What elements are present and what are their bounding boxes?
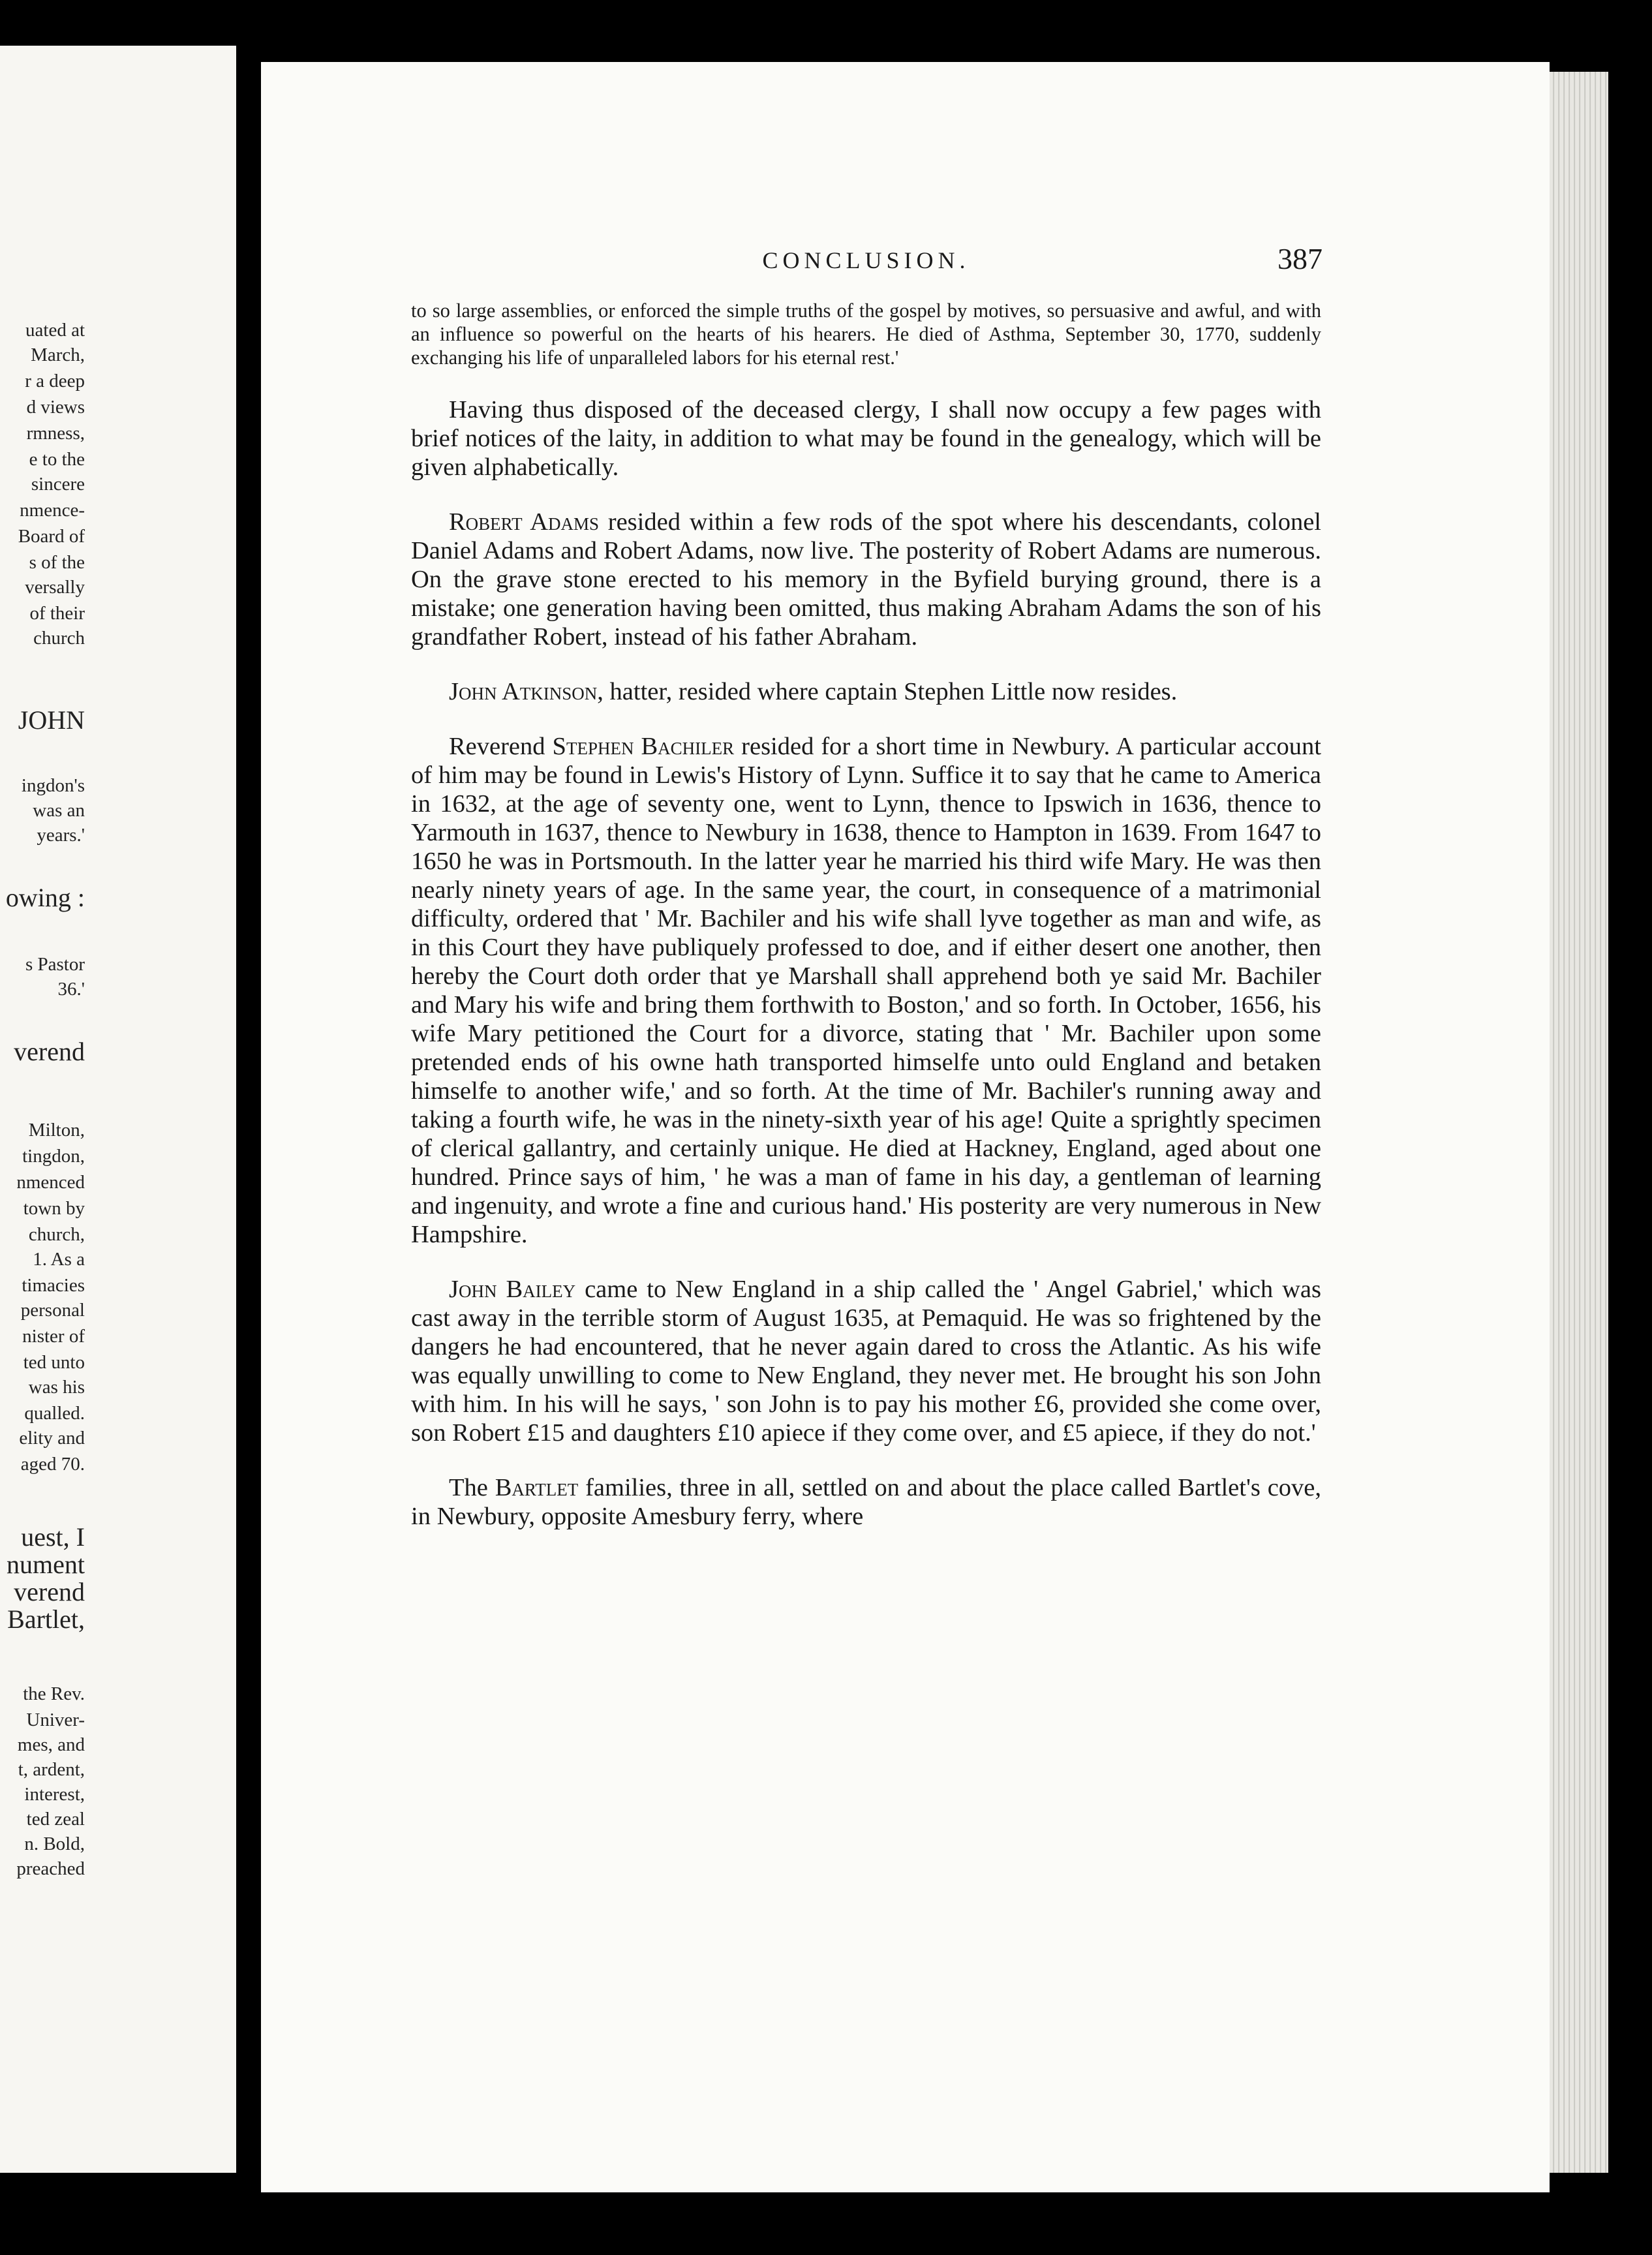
entry-name: John Bailey [449, 1276, 576, 1303]
facing-page-line: town by [23, 1198, 85, 1219]
running-head [411, 241, 1321, 287]
facing-page-line: tingdon, [22, 1146, 85, 1167]
facing-page-line: Milton, [28, 1120, 85, 1141]
facing-page-line: ted zeal [26, 1809, 85, 1830]
facing-page-line: the Rev. [23, 1683, 85, 1704]
facing-page-line: March, [31, 345, 85, 365]
facing-page-line: church [33, 628, 85, 649]
entry-name: Stephen Bachiler [552, 733, 735, 760]
facing-page-line: mes, and [17, 1734, 85, 1755]
facing-page-line: verend [14, 1577, 85, 1606]
entry-name: Robert Adams [449, 508, 600, 536]
page-edges [1550, 72, 1608, 2173]
running-title: CONCLUSION. [762, 247, 970, 273]
facing-page-line: 1. As a [33, 1249, 85, 1270]
entry-name: Bartlet [495, 1474, 579, 1501]
facing-page-line: verend [14, 1037, 85, 1066]
facing-page-line: ted unto [23, 1352, 85, 1373]
facing-page-line: owing : [5, 883, 85, 912]
entry-name: John Atkinson [449, 678, 598, 705]
facing-page-line: church, [28, 1224, 85, 1245]
facing-page-line: JOHN [18, 705, 85, 735]
facing-page-line: was an [33, 800, 85, 821]
facing-page-line: personal [20, 1300, 85, 1321]
facing-page-line: s Pastor [25, 954, 85, 975]
facing-page-line: uated at [25, 320, 85, 341]
facing-page-line: Bartlet, [7, 1604, 85, 1634]
facing-page-line: versally [25, 577, 85, 598]
facing-page-line: d views [26, 397, 85, 418]
facing-page-line: t, ardent, [18, 1759, 85, 1780]
facing-page-line: years.' [37, 825, 85, 846]
facing-page [0, 46, 236, 2173]
paragraph-laity-intro: Having thus disposed of the deceased clergy, I shall now occupy a few pages with brief notices of the laity, in addition to what may be found in the genealogy, which will be given alphabetically. [411, 396, 1321, 481]
page-number: 387 [1277, 242, 1323, 275]
facing-page-line: Board of [18, 526, 85, 547]
quotation-end: to so large assemblies, or enforced the simple truths of the gospel by motives, so persuasive and awful, and with an influence so powerful on the hearts of his hearers. He died of Asthma, September 30, 1770, suddenly exchanging his life of unparalleled labors for his eternal rest.' [411, 299, 1321, 369]
facing-page-line: nister of [22, 1326, 85, 1347]
facing-page-line: n. Bold, [24, 1833, 85, 1854]
facing-page-line: rmness, [26, 423, 85, 444]
facing-page-line: elity and [19, 1428, 85, 1449]
paragraph-john-bailey: John Bailey came to New England in a ship called the ' Angel Gabriel,' which was cast away in the terrible storm of August 1635, at Pemaquid. He was so frightened by the dangers he had encountered, that he never again dared to cross the Atlantic. As his wife was equally unwilling to come to New England, they never met. He brought his son John with him. In his will he says, ' son John is to pay his mother £6, provided she come over, son Robert £15 and daughters £10 apiece if they come over, and £5 apiece, if they do not.' [411, 1276, 1321, 1447]
facing-page-line: ingdon's [21, 775, 85, 796]
facing-page-line: e to the [29, 449, 85, 470]
paragraph-bartlet: The Bartlet families, three in all, settled on and about the place called Bartlet's cove, in Newbury, opposite Amesbury ferry, where [411, 1474, 1322, 1530]
facing-page-line: preached [16, 1858, 85, 1879]
facing-page-line: timacies [22, 1275, 85, 1296]
page-text [411, 241, 1321, 1557]
facing-page-line: 36.' [57, 979, 85, 1000]
facing-page-line: r a deep [25, 371, 85, 391]
paragraph-robert-adams: Robert Adams resided within a few rods of the spot where his descendants, colonel Daniel Adams and Robert Adams, now live. The posterity of Robert Adams are numerous. On the grave stone erected to his memory in the Byfield burying ground, there is a mistake; one generation having been omitted, thus making Abraham Adams the son of his grandfather Robert, instead of his father Abraham. [411, 508, 1321, 651]
facing-page-line: s of the [29, 552, 85, 573]
facing-page-line: nument [7, 1550, 85, 1579]
facing-page-line: aged 70. [20, 1454, 85, 1475]
facing-page-line: qualled. [24, 1403, 85, 1424]
facing-page-line: was his [28, 1377, 85, 1398]
paragraph-stephen-bachiler: Reverend Stephen Bachiler resided for a short time in Newbury. A particular account of him may be found in Lewis's History of Lynn. Suffice it to say that he came to America in 1632, at the age of seventy one, went to Lynn, thence to Ipswich in 1636, thence to Yarmouth in 1637, thence to Newbury in 1638, thence to Hampton in 1639. From 1647 to 1650 he was in Portsmouth. In the latter year he married his third wife Mary. He was then nearly ninety years of age. In the same year, the court, in consequence of a matrimonial difficulty, ordered that ' Mr. Bachiler and his wife shall lyve together as man and wife, as in this Court they have publiquely professed to doe, and if either desert one another, then hereby the Court doth order that ye Marshall shall apprehend both ye said Mr. Bachiler and Mary his wife and bring them forthwith to Boston,' and so forth. In October, 1656, his wife Mary petitioned the Court for a divorce, stating that ' Mr. Bachiler upon some pretended ends of his owne hath transported himselfe unto ould England and betaken himselfe to another wife,' and so forth. At the time of Mr. Bachiler's running away and taking a fourth wife, he was in the ninety-sixth year of his age! Quite a sprightly specimen of clerical gallantry, and certainly unique. He died at Hackney, England, aged about one hundred. Prince says of him, ' he was a man of fame in his day, a gentleman of learning and ingenuity, and wrote a fine and curious hand.' His posterity are very numerous in New Hampshire. [411, 733, 1322, 1248]
facing-page-line: nmence- [20, 500, 85, 521]
facing-page-line: sincere [31, 474, 85, 495]
facing-page-line: interest, [24, 1784, 85, 1805]
facing-page-line: of their [29, 603, 85, 624]
facing-page-line: uest, I [21, 1522, 85, 1552]
facing-page-line: nmenced [16, 1172, 85, 1193]
facing-page-line: Univer- [26, 1710, 85, 1730]
paragraph-john-atkinson: John Atkinson, hatter, resided where captain Stephen Little now resides. [449, 678, 1178, 705]
